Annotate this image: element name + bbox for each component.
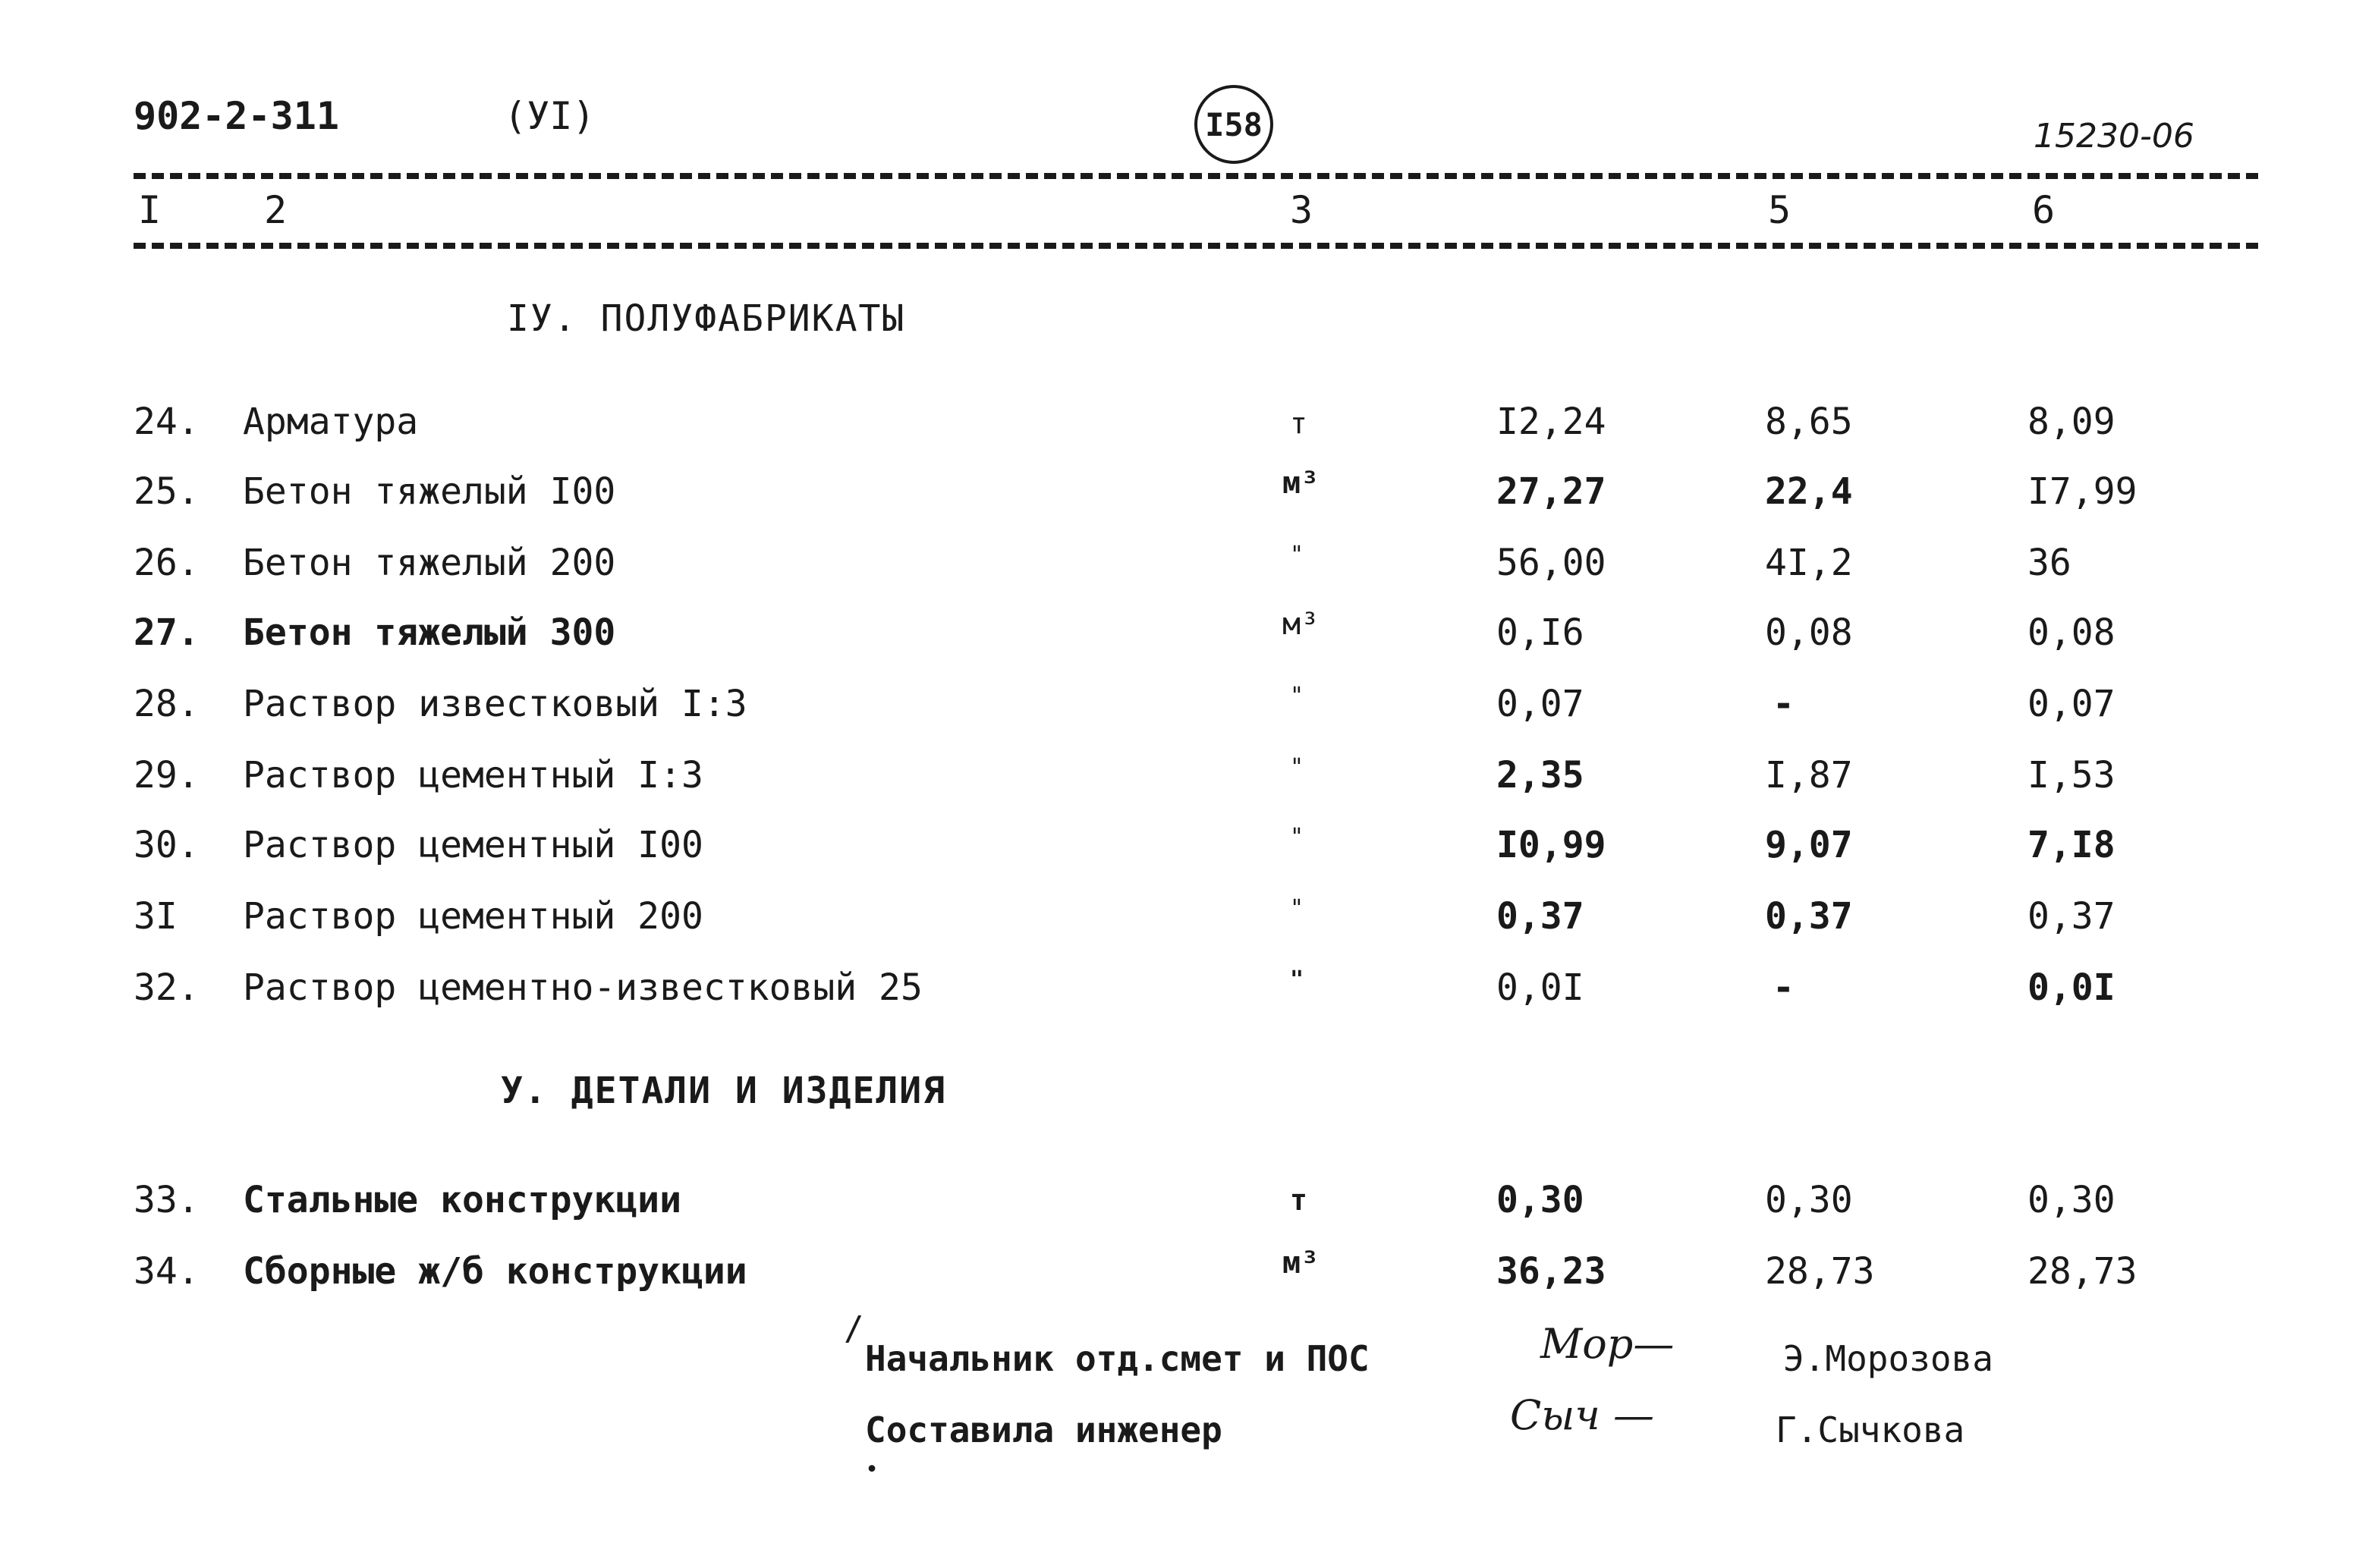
row-col6: 28,73: [2027, 1250, 2138, 1293]
row-number: 33.: [134, 1179, 200, 1221]
row-col5: -: [1773, 966, 1795, 1009]
section-title: У. ДЕТАЛИ И ИЗДЕЛИЯ: [501, 1070, 947, 1112]
column-number-5: 5: [1768, 188, 1791, 232]
row-col4: I0,99: [1496, 824, 1606, 866]
row-col6: 7,I8: [2027, 824, 2115, 866]
row-col5: 0,37: [1765, 895, 1853, 938]
row-col6: 8,09: [2027, 401, 2115, 443]
page-number-circle: [1194, 85, 1273, 164]
row-name: Раствор цементно-известковый 25: [243, 966, 923, 1009]
row-col4: I2,24: [1496, 401, 1606, 443]
row-col4: 0,07: [1496, 683, 1584, 725]
row-unit: ": [1290, 824, 1304, 850]
row-col4: 0,30: [1496, 1179, 1584, 1221]
row-col5: 0,08: [1765, 611, 1853, 654]
row-col4: 2,35: [1496, 754, 1584, 797]
row-col5: I,87: [1765, 754, 1853, 797]
column-number-1: I: [138, 188, 162, 232]
row-unit: ": [1290, 895, 1304, 922]
row-name: Стальные конструкции: [243, 1179, 681, 1221]
row-unit: м³: [1282, 607, 1320, 642]
row-col4: 0,I6: [1496, 611, 1584, 654]
row-name: Раствор цементный I00: [243, 824, 703, 866]
row-unit: м³: [1282, 466, 1320, 501]
row-col5: 0,30: [1765, 1179, 1853, 1221]
row-col5: 9,07: [1765, 824, 1853, 866]
column-number-2: 2: [264, 188, 288, 232]
row-number: 26.: [134, 542, 200, 584]
signature-name: Г.Сычкова: [1776, 1409, 1965, 1450]
archive-number: 15230-06: [2034, 117, 2194, 156]
column-number-6: 6: [2032, 188, 2056, 232]
row-number: 34.: [134, 1250, 200, 1293]
row-number: 27.: [134, 611, 200, 654]
row-number: 3I: [134, 895, 178, 938]
signature-role: Начальник отд.смет и ПОС: [865, 1338, 1370, 1379]
row-col5: 22,4: [1765, 470, 1853, 513]
row-unit: т: [1290, 407, 1307, 440]
signature-role: Составила инженер: [865, 1409, 1222, 1450]
row-name: Бетон тяжелый 200: [243, 542, 616, 584]
row-name: Бетон тяжелый I00: [243, 470, 616, 513]
row-number: 30.: [134, 824, 200, 866]
row-col5: -: [1773, 683, 1795, 725]
section-title: IУ. ПОЛУФАБРИКАТЫ: [507, 297, 906, 340]
row-unit: м³: [1282, 1246, 1320, 1280]
row-name: Сборные ж/б конструкции: [243, 1250, 747, 1293]
row-col6: 0,30: [2027, 1179, 2115, 1221]
row-col6: 0,08: [2027, 611, 2115, 654]
table-top-rule: [134, 173, 2258, 179]
row-name: Раствор цементный I:3: [243, 754, 703, 797]
row-unit: ": [1290, 966, 1304, 993]
row-name: Арматура: [243, 401, 419, 443]
row-col6: 0,0I: [2027, 966, 2115, 1009]
row-col6: I,53: [2027, 754, 2115, 797]
row-number: 29.: [134, 754, 200, 797]
row-number: 25.: [134, 470, 200, 513]
document-code: 902-2-311: [134, 94, 339, 138]
row-col6: 36: [2027, 542, 2071, 584]
row-col6: 0,07: [2027, 683, 2115, 725]
section-code: (УI): [504, 94, 596, 138]
tick-mark: /: [844, 1309, 864, 1348]
row-unit: ": [1290, 754, 1304, 781]
row-col5: 8,65: [1765, 401, 1853, 443]
row-unit: ": [1290, 683, 1304, 709]
row-number: 28.: [134, 683, 200, 725]
row-col4: 0,0I: [1496, 966, 1584, 1009]
row-number: 24.: [134, 401, 200, 443]
row-col5: 28,73: [1765, 1250, 1875, 1293]
row-name: Раствор известковый I:3: [243, 683, 747, 725]
page-number: I58: [1205, 105, 1263, 143]
handwritten-signature: Мор—: [1540, 1320, 1675, 1368]
row-unit: т: [1290, 1183, 1307, 1217]
row-col6: 0,37: [2027, 895, 2115, 938]
row-name: Раствор цементный 200: [243, 895, 703, 938]
table-header-rule: [134, 243, 2258, 249]
row-col4: 36,23: [1496, 1250, 1606, 1293]
row-col4: 56,00: [1496, 542, 1606, 584]
row-col4: 0,37: [1496, 895, 1584, 938]
row-col5: 4I,2: [1765, 542, 1853, 584]
row-name: Бетон тяжелый 300: [243, 611, 616, 654]
row-number: 32.: [134, 966, 200, 1009]
column-number-3: 3: [1290, 188, 1313, 232]
signature-name: Э.Морозова: [1783, 1338, 1993, 1379]
row-col6: I7,99: [2027, 470, 2138, 513]
row-unit: ": [1290, 542, 1304, 568]
row-col4: 27,27: [1496, 470, 1606, 513]
dot-mark: •: [865, 1456, 879, 1483]
handwritten-signature: Сыч —: [1510, 1391, 1655, 1439]
